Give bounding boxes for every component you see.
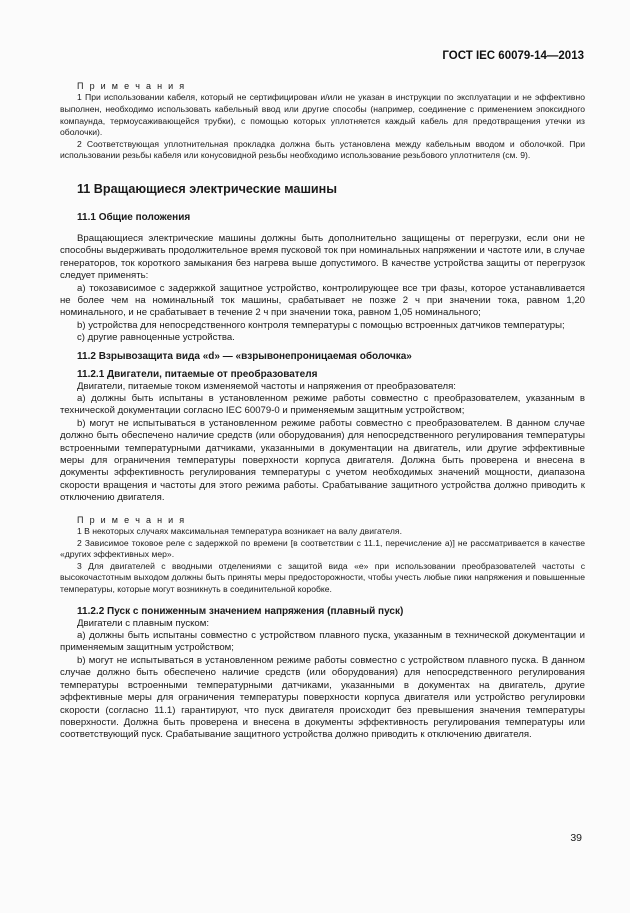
list-item: b) могут не испытываться в установленном режиме работы совместно с устройством плавного пуска. В данном случае должно быть обеспечено наличие средств (или оборудования) для непосредственного регулирования температуры встроенными температурными датчиками, указанными в документах на двигатель, другие эффективные меры для ограничения температуры поверхности корпуса двигателя или устройство регулировки скорости (согласно 11.1) гарантируют, что пуск двигателя происходит без превышения значения температуры поверхности. Должна быть проверена и внесена в документы эффективность регулирования температуры или соответствующий пуск. Срабатывание защитного устройства должно приводить к отключению двигателя. bbox=[60, 654, 585, 741]
subsection-heading: 11.2.1 Двигатели, питаемые от преобразователя bbox=[77, 368, 318, 380]
note-paragraph: 2 Зависимое токовое реле с задержкой по времени [в соответствии с 11.1, перечисление а)] не рассматривается в качестве «других эффективных мер». bbox=[60, 537, 585, 560]
note-paragraph: 3 Для двигателей с вводными отделениями с защитой вида «е» при использовании преобразователей частоты с высокочастотным выходом должны быть приняты меры предосторожности, чтобы учесть любые пики напряжения и повышенные температуры, которые могут возникнуть в соединительной коробке. bbox=[60, 560, 585, 595]
section-heading: 11 Вращающиеся электрические машины bbox=[77, 181, 338, 196]
standard-header: ГОСТ IEC 60079-14—2013 bbox=[442, 50, 584, 62]
subsection-heading: 11.1 Общие положения bbox=[77, 211, 191, 223]
page-number: 39 bbox=[570, 832, 582, 844]
body-paragraph: Двигатели, питаемые током изменяемой частоты и напряжения от преобразователя: bbox=[77, 380, 456, 392]
subsection-heading: 11.2.2 Пуск с пониженным значением напряжения (плавный пуск) bbox=[77, 605, 404, 617]
list-item: b) могут не испытываться в установленном режиме работы совместно с преобразователем. В данном случае должно быть обеспечено наличие средств (или оборудования) для непосредственного регулирования температуры встроенными температурными датчиками, указанными в документации на двигатель, или другие эффективные меры для ограничения температуры поверхности корпуса двигателя. Должна быть проверена и внесена в документы эффективность регулирования температуры с учетом необходимых значений мощности, диапазона скорости вращения и частоты для этого режима работы. Срабатывание защитного устройства должно приводить к отключению двигателя. bbox=[60, 417, 585, 504]
notes-heading: П р и м е ч а н и я bbox=[77, 81, 186, 91]
list-item: a) токозависимое с задержкой защитное устройство, контролирующее все три фазы, которое устанавливается не более чем на номинальный ток машины, срабатывает не позже 2 ч при значении тока, равном 1,20 номинального, и не срабатывает в течение 2 ч при значении тока, равном 1,05 номинального; bbox=[60, 282, 585, 319]
body-paragraph: Вращающиеся электрические машины должны быть дополнительно защищены от перегрузки, если они не способны выдерживать продолжительное время пусковой ток при номинальных напряжении и частоте или, в случае генераторов, ток короткого замыкания без нагрева выше допустимого. В качестве устройства защиты от перегрузок следует применять: bbox=[60, 232, 585, 282]
page-content bbox=[60, 80, 585, 742]
subsection-heading: 11.2 Взрывозащита вида «d» — «взрывонепроницаемая оболочка» bbox=[77, 350, 412, 362]
list-item: c) другие равноценные устройства. bbox=[77, 332, 235, 344]
list-item: b) устройства для непосредственного контроля температуры с помощью встроенных датчиков температуры; bbox=[77, 319, 565, 331]
list-item: a) должны быть испытаны совместно с устройством плавного пуска, указанным в технической документации и применяемым защитным устройством; bbox=[60, 630, 585, 654]
note-paragraph: 1 При использовании кабеля, который не сертифицирован и/или не указан в инструкции по эксплуатации и не эффективно выполнен, необходимо использовать кабельный ввод или другие способы (например, соединение с применением эпоксидного компаунда, термоусаживающейся трубки), с помощью которых уплотняется каждый кабель для предотвращения утечки из оболочки). bbox=[60, 92, 585, 138]
note-paragraph: 1 В некоторых случаях максимальная температура возникает на валу двигателя. bbox=[77, 526, 402, 537]
list-item: a) должны быть испытаны в установленном режиме работы совместно с преобразователем, указанным в технической документации согласно IEC 60079-0 и применяемым защитным устройством; bbox=[60, 393, 585, 417]
notes-heading: П р и м е ч а н и я bbox=[77, 514, 186, 525]
body-paragraph: Двигатели с плавным пуском: bbox=[77, 617, 210, 629]
note-paragraph: 2 Соответствующая уплотнительная прокладка должна быть установлена между кабельным вводом и оболочкой. При использовании резьбы кабеля или конусовидной резьбы необходимо использование резьбового уплотнителя (см. 9). bbox=[60, 138, 585, 161]
